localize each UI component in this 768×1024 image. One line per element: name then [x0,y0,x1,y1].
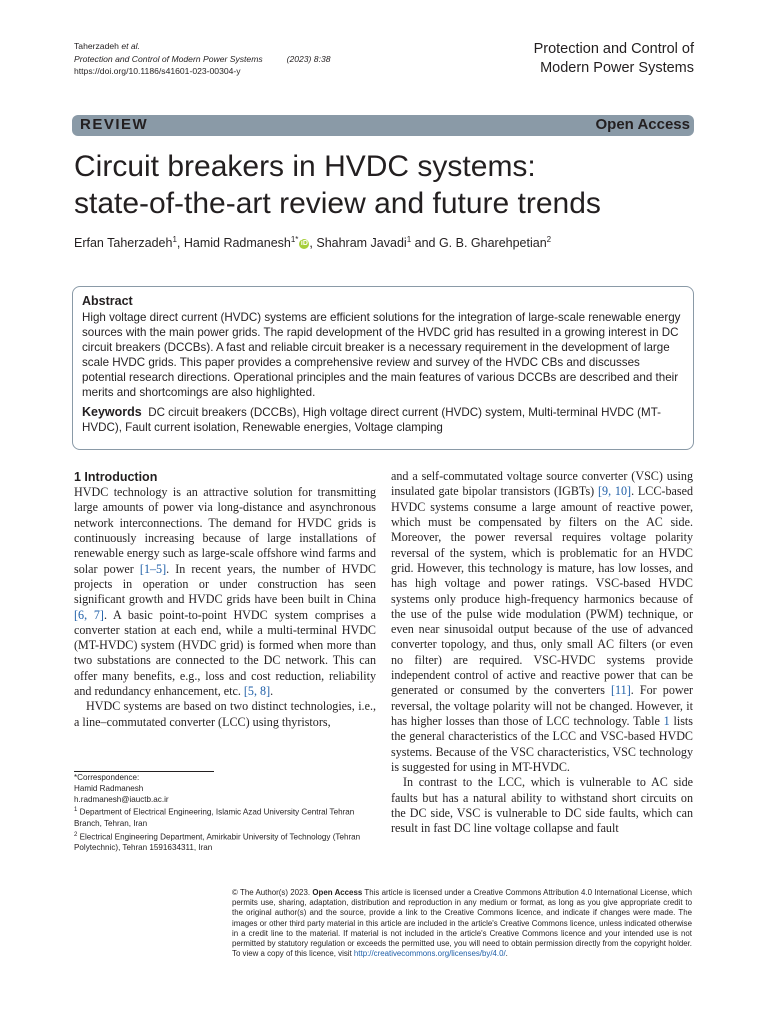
body-text: . In recent years, the number of HVDC projects in operation or under construction has seen significant growth and HVDC grids have been built in China [74,561,376,607]
section-heading: 1 Introduction [74,470,158,484]
citation-link[interactable]: [6, 7] [74,607,104,622]
body-text: HVDC technology is an attractive solution for transmitting large amounts of power via long-distance and asynchronous network interconnections. The demand for HVDC grids is continuously increasing because of large installations of renewable energy such as large-scale offshore wind farms and solar power [74,485,376,576]
citation-link[interactable]: [11] [611,683,631,698]
body-paragraph: In contrast to the LCC, which is vulnerable to AC side faults but has a natural ability to withstand short circuits on the DC side, VSC is vulnerable to DC side faults, which can result in fast DC line voltage collapse and fault [391,775,693,836]
license-text: This article is licensed under a Creative Commons Attribution 4.0 International License, which permits use, sharing, adaptation, distribution and reproduction in any medium or format, as long as you give appropriate credit to the original author(s) and the source, provide a link to the Creative Commons licence, and indicate if changes were made. The images or other third party material in this article are included in the article's Creative Commons licence, unless indicated otherwise in a credit line to the material. If material is not included in the article's Creative Commons licence and your intended use is not permitted by statutory regulation or exceeds the permitted use, you will need to obtain permission directly from the copyright holder. To view a copy of this licence, visit [232,888,693,959]
body-text: . LCC-based HVDC systems consume a large amount of reactive power, which must be compensated by filters on the AC side. Moreover, the power reversal requires voltage polarity reversal of the system, which is problematic for an HVDC grid. However, this technology is mature, has low losses, and has high voltage and power ratings. VSC-based HVDC systems only produce high-frequency harmonics because of the use of the pulse wide modulation (PWM) technique, or even near sinusoidal output because of the use of advanced converter topology, and thus, only small AC filters (or even no filter) are required. VSC-HVDC systems provide independent control of active and reactive power that can be generated or consumed by the converters [391,484,693,698]
license-text: © The Author(s) 2023. [232,888,313,897]
table-link[interactable]: 1 [663,714,670,728]
abstract-heading: Abstract [82,294,133,308]
body-text: . For power reversal, the voltage polarity will not be changed. However, it has higher losses than those of LCC technology. Table [391,683,694,728]
body-paragraph: HVDC systems are based on two distinct technologies, i.e., a line–commutated converter (LCC) using thyristors, [74,699,376,729]
body-column-right [391,469,693,837]
journal-name-line2: Modern Power Systems [540,60,694,76]
citation-link[interactable]: [5, 8] [243,684,271,699]
correspondence-label: *Correspondence: [74,773,140,782]
license-text: . [505,949,508,959]
open-access-label: Open Access [595,116,690,133]
affiliation-text: Department of Electrical Engineering, Islamic Azad University Central Tehran Branch, Tehran, Iran [74,808,355,828]
body-paragraph [391,469,693,775]
article-type-bar [72,115,694,136]
author-affiliation-mark: 1 [406,235,412,244]
title-line2: state-of-the-art review and future trends [74,187,601,220]
abstract-box [72,286,694,450]
affiliation-text: Electrical Engineering Department, Amirkabir University of Technology (Tehran Polytechnic), Tehran 1591634311, Iran [74,832,361,853]
footnotes [74,773,374,854]
author-affiliation-mark: 2 [546,235,552,244]
license-link[interactable]: http://creativecommons.org/licenses/by/4.0/ [353,949,506,959]
body-text: and a self-commutated voltage source converter (VSC) using insulated gate bipolar transistors (IGBTs) [391,469,693,499]
footnote-divider [74,771,214,772]
author-name[interactable]: Erfan Taherzadeh [74,236,173,251]
author-name[interactable]: , Shahram Javadi [309,236,407,251]
meta-journal: Protection and Control of Modern Power Systems [74,53,263,64]
article-meta [74,40,331,78]
correspondence-email[interactable]: h.radmanesh@iauctb.ac.ir [74,794,169,804]
keywords [82,405,684,435]
citation-link[interactable]: [1–5] [139,561,167,576]
keywords-label: Keywords [82,405,142,419]
body-text: lists the general characteristics of the LCC and VSC-based HVDC systems. Because of the VSC characteristics, VSC technology is suggested for using in MT-HVDC. [391,714,693,774]
orcid-icon[interactable]: iD [300,239,308,247]
author-affiliation-mark: 1 [172,235,177,244]
meta-etal: et al. [121,41,140,51]
license-notice [232,888,692,959]
article-title [74,148,714,222]
abstract-text: High voltage direct current (HVDC) systems are efficient solutions for the integration of large-scale renewable energy sources with the main power grids. The rapid development of the HVDC grid has resulted in a growing interest in DC circuit breakers (DCCBs). A fast and reliable circuit breaker is a necessary requirement in the development of large scale HVDC grids. This paper provides a comprehensive review and survey of the HVDC CBs and discusses potential research directions. Operational principles and the main features of various DCCBs are described and their merits and shortcomings are also highlighted. [82,311,681,399]
affiliation-1 [74,805,374,829]
body-text: . A basic point-to-point HVDC system comprises a converter station at each end, while a multi-terminal HVDC (MT-HVDC) system (HVDC grid) is formed when more than two substations are connected to the DC network. This can offer many benefits, e.g., loss and cost reduction, reliability and redundancy enhancement, etc. [74,607,376,699]
journal-name [394,40,694,78]
citation-link[interactable]: [9, 10] [598,484,632,499]
affiliation-2 [74,830,374,854]
body-text: . [270,684,274,699]
affiliation-mark: 2 [74,831,78,838]
author-affiliation-mark: 1* [290,235,299,244]
journal-name-line1: Protection and Control of [533,41,694,57]
meta-doi-link[interactable]: https://doi.org/10.1186/s41601-023-00304-y [74,66,241,76]
affiliation-mark: 1 [74,807,78,814]
body-column-left [74,469,376,730]
license-open-access: Open Access [312,888,363,897]
meta-year-volume: (2023) 8:38 [286,53,331,64]
author-name[interactable]: and G. B. Gharehpetian [411,236,547,251]
body-paragraph [74,485,376,699]
meta-authors: Taherzadeh [74,41,119,51]
keywords-text: DC circuit breakers (DCCBs), High voltage direct current (HVDC) system, Multi-terminal HVDC (MT-HVDC), Fault current isolation, Renewable energies, Voltage clamping [82,406,661,434]
author-list [74,232,551,251]
article-type-label: REVIEW [80,116,149,133]
title-line1: Circuit breakers in HVDC systems: [74,150,536,183]
correspondence-name: Hamid Radmanesh [74,783,144,793]
author-name[interactable]: , Hamid Radmanesh [176,236,291,251]
